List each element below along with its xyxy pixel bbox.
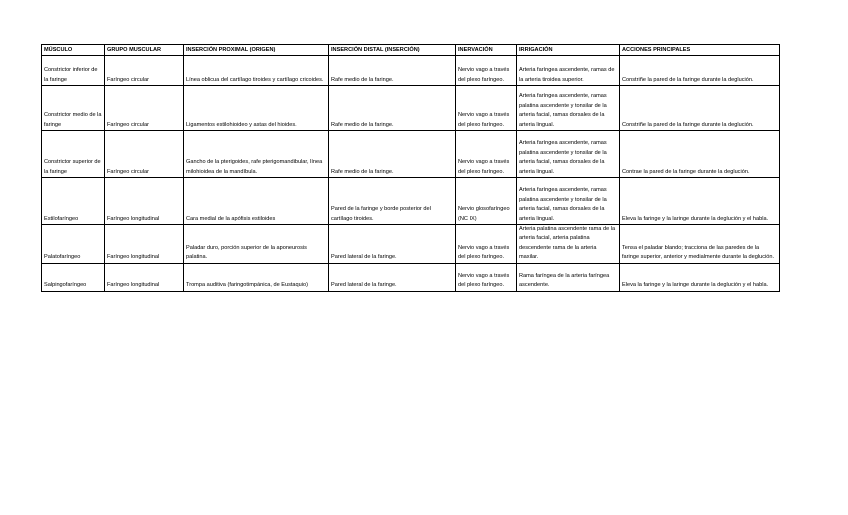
cell-acciones: Eleva la faringe y la laringe durante la deglución y el habla. xyxy=(620,178,780,225)
cell-inervacion: Nervio vago a través del plexo faríngeo. xyxy=(456,56,517,86)
cell-acciones: Contrae la pared de la faringe durante la deglución. xyxy=(620,131,780,178)
cell-irrigacion: Arteria palatina ascendente rama de la arteria facial, arteria palatina descendente rama de la arteria maxilar. xyxy=(517,225,620,264)
cell-distal: Rafe medio de la faringe. xyxy=(329,131,456,178)
table-row xyxy=(42,178,780,225)
cell-grupo: Faríngeo longitudinal xyxy=(105,225,184,264)
cell-proximal: Gancho de la pterigoides, rafe pterigomandibular, línea milohioidea de la mandíbula. xyxy=(184,131,329,178)
cell-grupo: Faríngeo circular xyxy=(105,56,184,86)
cell-musculo: Salpingofaríngeo xyxy=(42,263,105,291)
header-inervacion: INERVACIÓN xyxy=(456,45,517,56)
header-musculo: MÚSCULO xyxy=(42,45,105,56)
cell-distal: Rafe medio de la faringe. xyxy=(329,56,456,86)
cell-inervacion: Nervio vago a través del plexo faríngeo. xyxy=(456,86,517,131)
cell-acciones: Constriñe la pared de la faringe durante la deglución. xyxy=(620,86,780,131)
cell-irrigacion: Arteria faríngea ascendente, ramas palatina ascendente y tonsilar de la arteria facial, ramas dorsales de la arteria lingual. xyxy=(517,178,620,225)
cell-grupo: Faríngeo circular xyxy=(105,131,184,178)
cell-acciones: Tensa el paladar blando; tracciona de las paredes de la faringe superior, anterior y medialmente durante la deglución. xyxy=(620,225,780,264)
header-grupo-muscular: GRUPO MUSCULAR xyxy=(105,45,184,56)
cell-proximal: Línea oblicua del cartílago tiroides y cartílago cricoides. xyxy=(184,56,329,86)
cell-acciones: Constriñe la pared de la faringe durante la deglución. xyxy=(620,56,780,86)
cell-acciones: Eleva la faringe y la laringe durante la deglución y el habla. xyxy=(620,263,780,291)
cell-musculo: Estilofaríngeo xyxy=(42,178,105,225)
cell-irrigacion: Arteria faríngea ascendente, ramas palatina ascendente y tonsilar de la arteria facial, ramas dorsales de la arteria lingual. xyxy=(517,131,620,178)
cell-distal: Pared lateral de la faringe. xyxy=(329,263,456,291)
table-row xyxy=(42,131,780,178)
cell-inervacion: Nervio vago a través del plexo faríngeo. xyxy=(456,263,517,291)
cell-inervacion: Nervio vago a través del plexo faríngeo. xyxy=(456,225,517,264)
cell-musculo: Constrictor medio de la faringe xyxy=(42,86,105,131)
cell-distal: Pared lateral de la faringe. xyxy=(329,225,456,264)
muscle-table-sheet xyxy=(41,44,780,292)
cell-proximal: Ligamentos estilohioideo y astas del hioides. xyxy=(184,86,329,131)
cell-inervacion: Nervio glosofaríngeo (NC IX) xyxy=(456,178,517,225)
cell-distal: Pared de la faringe y borde posterior del cartílago tiroides. xyxy=(329,178,456,225)
cell-grupo: Faríngeo longitudinal xyxy=(105,178,184,225)
header-irrigacion: IRRIGACIÓN xyxy=(517,45,620,56)
cell-proximal: Cara medial de la apófisis estiloides xyxy=(184,178,329,225)
header-insercion-distal: INSERCIÓN DISTAL (INSERCIÓN) xyxy=(329,45,456,56)
header-insercion-proximal: INSERCIÓN PROXIMAL (ORIGEN) xyxy=(184,45,329,56)
table-row xyxy=(42,225,780,264)
cell-proximal: Trompa auditiva (faringotimpánica, de Eustaquio) xyxy=(184,263,329,291)
header-row xyxy=(42,45,780,56)
cell-proximal: Paladar duro, porción superior de la aponeurosis palatina. xyxy=(184,225,329,264)
cell-inervacion: Nervio vago a través del plexo faríngeo. xyxy=(456,131,517,178)
table-row xyxy=(42,263,780,291)
pharynx-muscles-table xyxy=(41,44,780,292)
header-acciones: ACCIONES PRINCIPALES xyxy=(620,45,780,56)
cell-distal: Rafe medio de la faringe. xyxy=(329,86,456,131)
cell-irrigacion: Arteria faríngea ascendente, ramas palatina ascendente y tonsilar de la arteria facial, ramas dorsales de la arteria lingual. xyxy=(517,86,620,131)
cell-grupo: Faríngeo circular xyxy=(105,86,184,131)
table-row xyxy=(42,86,780,131)
cell-musculo: Constrictor superior de la faringe xyxy=(42,131,105,178)
cell-irrigacion: Rama faríngea de la arteria faríngea ascendente. xyxy=(517,263,620,291)
cell-musculo: Palatofaríngeo xyxy=(42,225,105,264)
cell-musculo: Constrictor inferior de la faringe xyxy=(42,56,105,86)
cell-irrigacion: Arteria faríngea ascendente, ramas de la arteria tiroidea superior. xyxy=(517,56,620,86)
cell-grupo: Faríngeo longitudinal xyxy=(105,263,184,291)
table-row xyxy=(42,56,780,86)
